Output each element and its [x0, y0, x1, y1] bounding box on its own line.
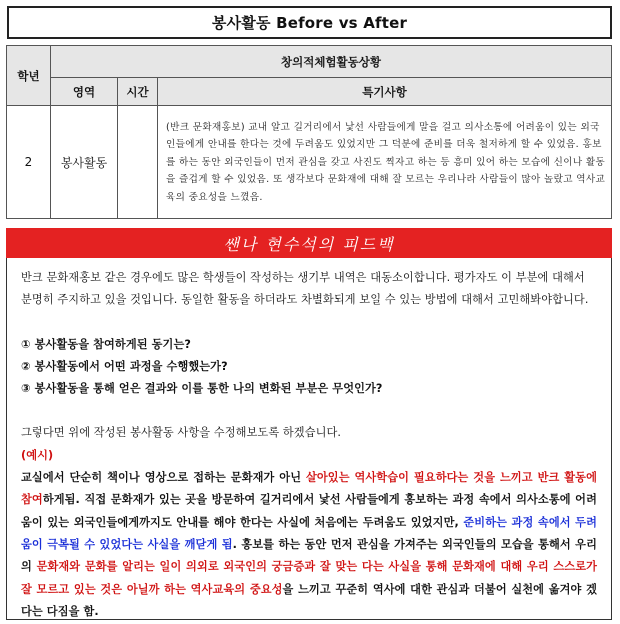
header-detail: 특기사항 [158, 78, 612, 106]
spacer [21, 312, 597, 334]
page-title: 봉사활동 Before vs After [7, 6, 612, 39]
cell-detail: (반크 문화재홍보) 교내 알고 길거리에서 낯선 사람들에게 말을 걸고 의사소통에 어려움이 있는 외국인들에게 안내를 한다는 것에 두려움도 있었지만 그 덕분에 준비를 더욱 철저하게 할 수 있었음. 홍보를 하는 동안 외국인들이 먼저 관심을 갖고 사진도 찍자고 하는 등 흥미 있어 하는 모습에 신이나 활동을 즐겁게 할 수 있었음. 또 생각보다 문화재에 대해 잘 모르는 우리나라 사람들이 많아 놀랐고 역사교육의 중요성을 느꼈음. [158, 106, 612, 219]
example-highlight-blue: 준비하는 과정 속에서 두려움이 극복될 수 있었다는 사실을 깨닫게 됨 [21, 515, 597, 551]
question-3: ③ 봉사활동을 통해 얻은 결과와 이를 통한 나의 변화된 부분은 무엇인가? [21, 382, 383, 396]
feedback-transition: 그렇다면 위에 작성된 봉사활동 사항을 수정해보도록 하겠습니다. [21, 426, 342, 440]
feedback-banner: 쌘나 현수석의 피드백 [6, 228, 612, 258]
cell-time [118, 106, 158, 219]
example-text: 교실에서 단순히 책이나 영상으로 접하는 문화재가 아닌 [21, 471, 306, 485]
cell-area: 봉사활동 [51, 106, 118, 219]
question-1: ① 봉사활동을 참여하게된 동기는? [21, 337, 191, 351]
example-text: 하게됨. 직접 문화재가 있는 곳을 방문하여 길거리에서 낯선 사람들에게 홍보하는 과정 속에서 의사소통에 어려움이 있는 외국인들에게까지도 안내를 해야 한다는 사실에 처음에는 두려움도 있었지만, [21, 493, 597, 529]
example-text: . 홍보를 하는 동안 먼저 관심을 가져주는 외국인들의 모습을 통해서 우리의 [21, 537, 597, 574]
header-creative-activities: 창의적체험활동상황 [51, 46, 612, 78]
cell-grade: 2 [7, 106, 51, 219]
example-label: (예시) [21, 448, 54, 462]
spacer [21, 400, 597, 422]
header-grade: 학년 [7, 46, 51, 106]
example-highlight-red: 살아있는 역사학습이 필요하다는 것을 느끼고 반크 활동에 참여 [21, 471, 597, 507]
feedback-box [6, 258, 612, 620]
table-row [7, 106, 612, 219]
example-paragraph [21, 467, 597, 623]
header-area: 영역 [51, 78, 118, 106]
question-2: ② 봉사활동에서 어떤 과정을 수행했는가? [21, 359, 228, 373]
example-highlight-red: 문화재와 문화를 알리는 일이 의외로 외국인의 궁금증과 잘 맞는 다는 사실을 통해 문화재에 대해 우리 스스로가 잘 모르고 있는 것은 아닐까 하는 역사교육의 중요성 [21, 560, 598, 596]
example-text: 을 느끼고 꾸준히 역사에 대한 관심과 더불어 실천에 옮겨야 겠다는 다짐을 함. [21, 582, 597, 618]
activity-record-table [6, 45, 612, 219]
feedback-intro: 반크 문화재홍보 같은 경우에도 많은 학생들이 작성하는 생기부 내역은 대동소이합니다. 평가자도 이 부분에 대해서 분명히 주지하고 있을 것입니다. 동일한 활동을 하더라도 차별화되게 보일 수 있는 방법에 대해서 고민해봐야합니다. [21, 271, 589, 307]
header-time: 시간 [118, 78, 158, 106]
